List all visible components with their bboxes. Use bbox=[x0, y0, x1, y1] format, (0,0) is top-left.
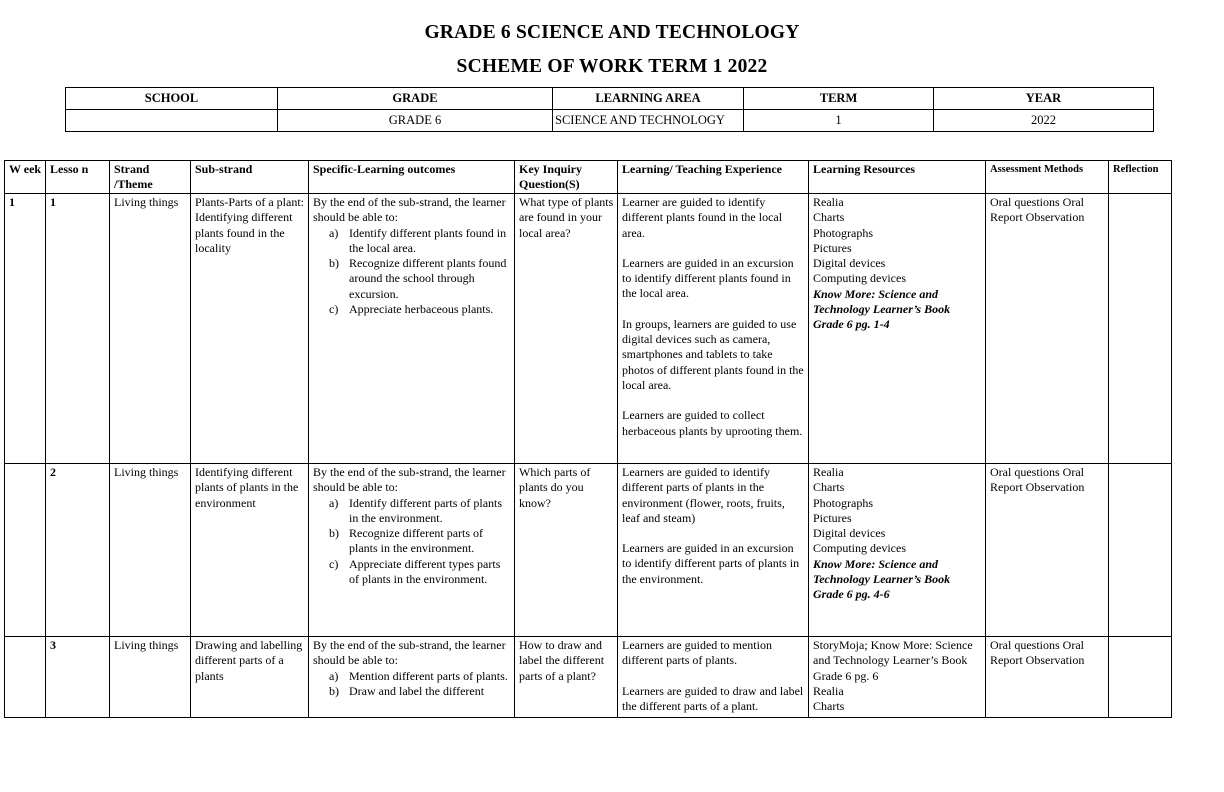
resource-item: Charts bbox=[813, 699, 845, 714]
outcome-text: Appreciate different types parts of plants in the environment. bbox=[349, 556, 501, 587]
outcomes-cell bbox=[309, 464, 515, 637]
experience-cell bbox=[618, 464, 809, 637]
outcomes-intro: By the end of the sub-strand, the learner should be able to: bbox=[313, 465, 506, 495]
document-title: GRADE 6 SCIENCE AND TECHNOLOGY bbox=[424, 22, 800, 43]
outcome-marker: b) bbox=[329, 256, 339, 271]
reflection-cell bbox=[1109, 464, 1172, 637]
outcome-marker: b) bbox=[329, 526, 339, 541]
outcomes-list bbox=[313, 226, 511, 318]
strand-cell: Living things bbox=[110, 637, 191, 718]
header-strand: Strand /Theme bbox=[110, 161, 191, 194]
outcome-marker: b) bbox=[329, 683, 339, 698]
document-subtitle: SCHEME OF WORK TERM 1 2022 bbox=[456, 56, 768, 77]
resource-item: Charts bbox=[813, 480, 845, 495]
strand-cell: Living things bbox=[110, 464, 191, 637]
assessment-cell: Oral questions Oral Report Observation bbox=[986, 194, 1109, 464]
experience-paragraph: Learners are guided to identify different parts of plants in the environment (flower, roots, fruits, leaf and steam) bbox=[622, 465, 785, 525]
table-row bbox=[5, 637, 1172, 718]
header-week: W eek bbox=[5, 161, 46, 194]
resource-item: Pictures bbox=[813, 510, 852, 525]
outcomes-list bbox=[313, 669, 511, 700]
substrand-cell: Identifying different plants of plants in the environment bbox=[191, 464, 309, 637]
outcomes-cell bbox=[309, 194, 515, 464]
outcome-item bbox=[329, 557, 511, 588]
substrand-cell: Drawing and labelling different parts of a plants bbox=[191, 637, 309, 718]
resource-item: Realia bbox=[813, 195, 844, 209]
inquiry-cell: How to draw and label the different parts of a plant? bbox=[515, 637, 618, 718]
info-header-grade: GRADE bbox=[278, 88, 553, 110]
outcome-text: Recognize different plants found around the school through excursion. bbox=[349, 256, 507, 301]
substrand-cell: Plants-Parts of a plant: Identifying different plants found in the locality bbox=[191, 194, 309, 464]
resource-book-reference: Know More: Science and Technology Learner’s Book Grade 6 pg. 4-6 bbox=[813, 556, 951, 602]
outcomes-cell bbox=[309, 637, 515, 718]
experience-paragraph: Learners are guided in an excursion to identify different parts of plants in the environment. bbox=[622, 541, 800, 586]
resources-cell bbox=[809, 194, 986, 464]
header-assessment: Assessment Methods bbox=[986, 161, 1109, 194]
experience-paragraph: Learners are guided to collect herbaceous plants by uprooting them. bbox=[622, 408, 803, 438]
table-row bbox=[5, 464, 1172, 637]
week-cell bbox=[5, 637, 46, 718]
resource-item: Realia bbox=[813, 683, 844, 698]
resource-item: StoryMoja; Know More: Science and Technology Learner’s Book Grade 6 pg. 6 bbox=[813, 638, 973, 683]
header-experience: Learning/ Teaching Experience bbox=[618, 161, 809, 194]
info-value-grade: GRADE 6 bbox=[278, 110, 553, 132]
info-header-learning-area: LEARNING AREA bbox=[553, 88, 744, 110]
experience-paragraph: Learners are guided to mention different parts of plants. bbox=[622, 638, 772, 668]
outcome-item bbox=[329, 526, 511, 557]
info-header-school: SCHOOL bbox=[66, 88, 278, 110]
header-lesson: Lesso n bbox=[46, 161, 110, 194]
resources-cell bbox=[809, 637, 986, 718]
reflection-cell bbox=[1109, 637, 1172, 718]
outcome-text: Draw and label the different bbox=[349, 683, 485, 698]
outcome-item bbox=[329, 669, 511, 684]
experience-paragraph: Learners are guided in an excursion to identify different plants found in the local area. bbox=[622, 255, 794, 301]
resource-item: Computing devices bbox=[813, 541, 906, 556]
resource-item: Photographs bbox=[813, 495, 873, 510]
experience-paragraph: In groups, learners are guided to use digital devices such as camera, smartphones and tablets to take photos of different plants found in the local area. bbox=[622, 316, 804, 392]
info-table bbox=[65, 87, 1154, 132]
inquiry-cell: What type of plants are found in your local area? bbox=[515, 194, 618, 464]
reflection-cell bbox=[1109, 194, 1172, 464]
resource-book-reference: Know More: Science and Technology Learner’s Book Grade 6 pg. 1-4 bbox=[813, 286, 951, 332]
resource-item: Pictures bbox=[813, 240, 852, 255]
lesson-cell: 2 bbox=[46, 464, 110, 637]
outcome-marker: a) bbox=[329, 225, 339, 240]
info-header-row bbox=[66, 88, 1154, 110]
experience-cell bbox=[618, 637, 809, 718]
resource-item: Computing devices bbox=[813, 271, 906, 286]
info-value-school bbox=[66, 110, 278, 132]
outcome-item bbox=[329, 256, 511, 302]
outcome-text: Mention different parts of plants. bbox=[349, 668, 508, 683]
outcome-text: Identify different plants found in the local area. bbox=[349, 225, 507, 255]
outcome-marker: a) bbox=[329, 668, 339, 683]
header-inquiry: Key Inquiry Question(S) bbox=[515, 161, 618, 194]
outcome-text: Appreciate herbaceous plants. bbox=[349, 302, 494, 317]
assessment-cell: Oral questions Oral Report Observation bbox=[986, 637, 1109, 718]
lesson-cell: 1 bbox=[46, 194, 110, 464]
resource-item: Charts bbox=[813, 210, 845, 225]
strand-cell: Living things bbox=[110, 194, 191, 464]
assessment-cell: Oral questions Oral Report Observation bbox=[986, 464, 1109, 637]
outcome-marker: c) bbox=[329, 302, 339, 317]
resources-cell bbox=[809, 464, 986, 637]
resource-item: Realia bbox=[813, 465, 844, 479]
experience-paragraph: Learners are guided to draw and label the different parts of a plant. bbox=[622, 683, 804, 713]
outcome-item bbox=[329, 684, 511, 699]
resource-item: Photographs bbox=[813, 225, 873, 240]
scheme-header-row bbox=[5, 161, 1172, 194]
week-cell: 1 bbox=[5, 194, 46, 464]
resource-item: Digital devices bbox=[813, 526, 886, 541]
info-header-year: YEAR bbox=[934, 88, 1154, 110]
header-resources: Learning Resources bbox=[809, 161, 986, 194]
table-row bbox=[5, 194, 1172, 464]
info-value-row bbox=[66, 110, 1154, 132]
outcomes-list bbox=[313, 496, 511, 588]
experience-paragraph: Learner are guided to identify different plants found in the local area. bbox=[622, 195, 783, 240]
header-reflection: Reflection bbox=[1109, 161, 1172, 194]
info-value-learning-area: SCIENCE AND TECHNOLOGY bbox=[553, 110, 744, 132]
outcome-marker: c) bbox=[329, 556, 339, 571]
week-cell bbox=[5, 464, 46, 637]
info-value-term: 1 bbox=[744, 110, 934, 132]
lesson-cell: 3 bbox=[46, 637, 110, 718]
outcome-text: Identify different parts of plants in the environment. bbox=[349, 495, 503, 525]
info-header-term: TERM bbox=[744, 88, 934, 110]
outcome-text: Recognize different parts of plants in the environment. bbox=[349, 526, 484, 556]
outcome-item bbox=[329, 496, 511, 527]
outcome-item bbox=[329, 302, 511, 317]
outcome-marker: a) bbox=[329, 495, 339, 510]
header-outcomes: Specific-Learning outcomes bbox=[309, 161, 515, 194]
inquiry-cell: Which parts of plants do you know? bbox=[515, 464, 618, 637]
experience-cell bbox=[618, 194, 809, 464]
outcomes-intro: By the end of the sub-strand, the learner should be able to: bbox=[313, 195, 506, 225]
outcome-item bbox=[329, 226, 511, 257]
info-value-year: 2022 bbox=[934, 110, 1154, 132]
header-substrand: Sub-strand bbox=[191, 161, 309, 194]
scheme-table bbox=[4, 160, 1172, 718]
outcomes-intro: By the end of the sub-strand, the learner should be able to: bbox=[313, 638, 506, 668]
resource-item: Digital devices bbox=[813, 256, 886, 271]
